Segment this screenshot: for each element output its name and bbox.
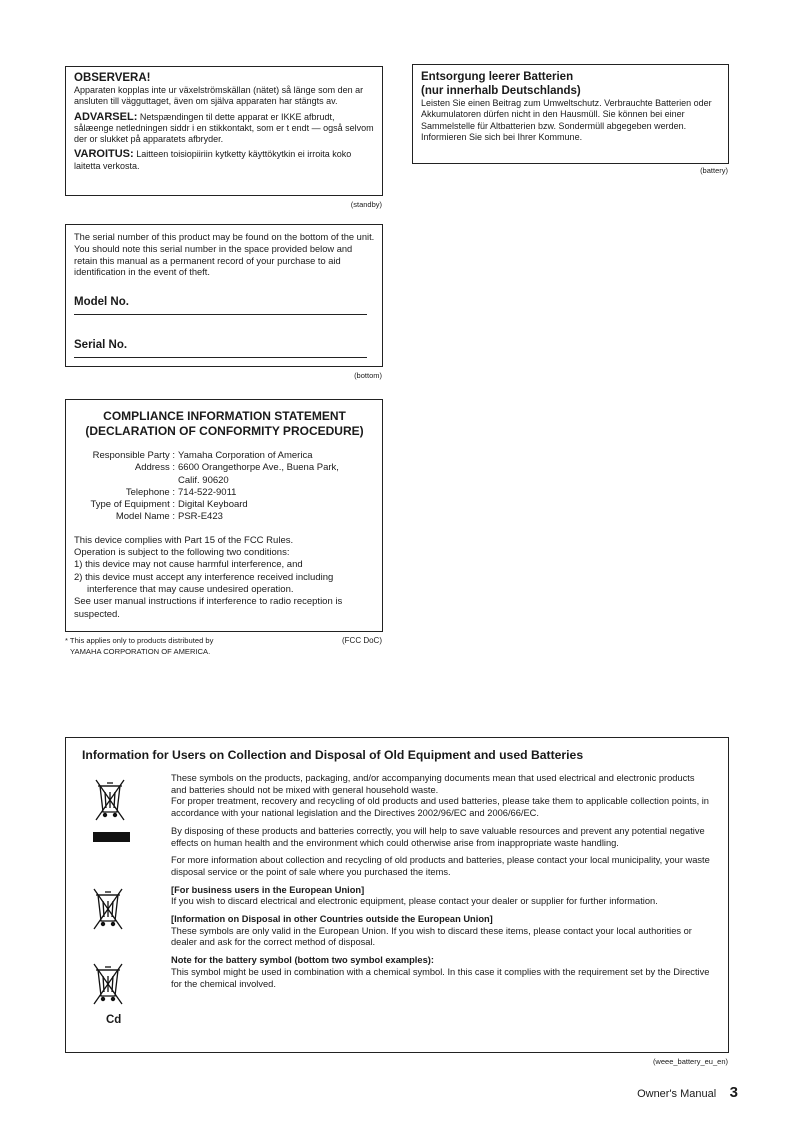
fcc-title: COMPLIANCE INFORMATION STATEMENT (103, 409, 346, 423)
model-number-field (74, 296, 367, 315)
address-line2: Calif. 90620 (178, 474, 229, 486)
weee-p1: These symbols on the products, packaging, and/or accompanying documents mean that used electrical and electronic products and batteries should not be mixed with general household waste. (171, 773, 695, 795)
weee-title: Information for Users on Collection and Disposal of Old Equipment and used Batteries (82, 748, 584, 762)
telephone-value: 714-522-9011 (178, 486, 237, 498)
weee-h6: [Information on Disposal in other Countries outside the European Union] (171, 914, 493, 925)
standby-notice-box (65, 66, 383, 196)
model-number-label: Model No. (74, 296, 129, 308)
fcc-footnote-line2: YAMAHA CORPORATION OF AMERICA. (70, 646, 211, 656)
weee-h7: Note for the battery symbol (bottom two symbol examples): (171, 955, 434, 966)
party-value: Yamaha Corporation of America (178, 450, 313, 461)
weee-p5: If you wish to discard electrical and electronic equipment, please contact your dealer or supplier for further information. (171, 896, 658, 907)
entsorgung-heading: Entsorgung leerer Batterien (421, 71, 574, 83)
weee-p7: This symbol might be used in combination with a chemical symbol. In this case it complies with the requirement set by the Directive for the chemical involved. (171, 966, 710, 989)
weee-disposal-box (65, 737, 729, 1053)
fcc-subtitle: (DECLARATION OF CONFORMITY PROCEDURE) (85, 423, 364, 438)
fcc-line-4: 2) this device must accept any interference received including (74, 571, 334, 583)
fcc-info-table (74, 450, 375, 524)
fcc-compliance-box (65, 399, 383, 632)
fcc-line-5: interference that may cause undesired operation. (87, 583, 294, 595)
weee-tag: (weee_battery_eu_en) (652, 1057, 728, 1066)
weee-p6: These symbols are only valid in the European Union. If you wish to discard these items, please contact your local authorities or dealer and ask for the correct method of disposal. (171, 925, 692, 948)
weee-p3: By disposing of these products and batteries correctly, you will help to save valuable resources and prevent any potential negative effects on human health and the environment which could otherwise arise from inappropriate waste handling. (171, 825, 705, 848)
weee-text-column (171, 773, 710, 990)
fcc-footnote (65, 636, 213, 657)
cd-label: Cd (106, 1014, 122, 1026)
address-label: Address : (134, 462, 175, 474)
varoitus-text: Laitteen toisiopiiriin kytketty käyttökytkin ei irroita koko laitetta verkosta. (74, 149, 352, 171)
fcc-line-2: Operation is subject to the following two conditions: (74, 547, 290, 559)
serial-number-field (74, 339, 367, 358)
standby-tag: (standby) (350, 200, 382, 209)
observera-heading: OBSERVERA! (74, 72, 151, 84)
owners-manual-label: Owner's Manual (637, 1088, 717, 1100)
model-name-value: PSR-E423 (178, 511, 223, 523)
crossed-bin-cadmium-icon (90, 960, 126, 1008)
advarsel-keyword: ADVARSEL: (74, 110, 138, 123)
separate-collection-bar (93, 832, 130, 842)
bottom-tag: (bottom) (354, 371, 382, 380)
fcc-doc-tag: (FCC DoC) (342, 636, 382, 645)
varoitus-keyword: VAROITUS: (74, 148, 134, 161)
advarsel-paragraph (74, 112, 375, 146)
serial-number-label: Serial No. (74, 339, 128, 351)
address-line1: 6600 Orangethorpe Ave., Buena Park, (178, 462, 339, 474)
battery-disposal-box (412, 64, 729, 164)
telephone-label: Telephone : (125, 486, 175, 498)
page-number: 3 (729, 1084, 738, 1101)
entsorgung-subheading: (nur innerhalb Deutschlands) (421, 84, 581, 97)
equipment-label: Type of Equipment : (90, 499, 175, 511)
crossed-bin-battery-icon (90, 885, 126, 933)
weee-h5: [For business users in the European Union] (171, 884, 365, 895)
entsorgung-text: Leisten Sie einen Beitrag zum Umweltschutz. Verbrauchte Batterien oder Akkumulatoren dürfen nicht in den Hausmüll. Sie können bei einer Sammelstelle für Altbatterien bzw. Sondermüll abgegeben werden. Informieren Sie sich bei Ihrer Kommune. (421, 98, 712, 143)
serial-instructions: The serial number of this product may be found on the bottom of the unit. You should note this serial number in the space provided below and retain this manual as a permanent record of your purchase to aid identification in the event of theft. (74, 232, 375, 278)
fcc-line-6: See user manual instructions if interference to radio reception is suspected. (74, 596, 343, 620)
fcc-footnote-line1: * This applies only to products distributed by (65, 636, 214, 645)
model-name-label: Model Name : (115, 511, 175, 523)
observera-swedish-text: Apparaten kopplas inte ur växelströmskällan (nätet) så länge som den ar ansluten till vägguttaget, även om själva apparaten har stängts av. (74, 85, 364, 107)
fcc-statement (74, 535, 375, 621)
equipment-value: Digital Keyboard (178, 499, 248, 511)
weee-p2: For proper treatment, recovery and recycling of old products and used batteries, please take them to applicable collection points, in accordance with your national legislation and the Directives 2002/96/EC and 2006/66/EC. (171, 796, 709, 819)
serial-number-box (65, 224, 383, 367)
fcc-line-3: 1) this device may not cause harmful interference, and (74, 559, 303, 571)
crossed-bin-icon (92, 776, 128, 824)
fcc-line-1: This device complies with Part 15 of the FCC Rules. (74, 534, 294, 546)
page-footer (560, 1084, 738, 1102)
varoitus-paragraph (74, 149, 375, 172)
advarsel-text: Netspændingen til dette apparat er IKKE afbrudt, sålæenge netledningen siddr i en stikkontakt, som er t endt — også selvom der or slukket på apparatets afbryder. (74, 111, 374, 145)
weee-p4: For more information about collection and recycling of old products and batteries, please contact your local municipality, your waste disposal service or the point of sale where you purchased the items. (171, 855, 710, 877)
party-label: Responsible Party : (92, 450, 175, 461)
battery-tag: (battery) (700, 166, 728, 175)
